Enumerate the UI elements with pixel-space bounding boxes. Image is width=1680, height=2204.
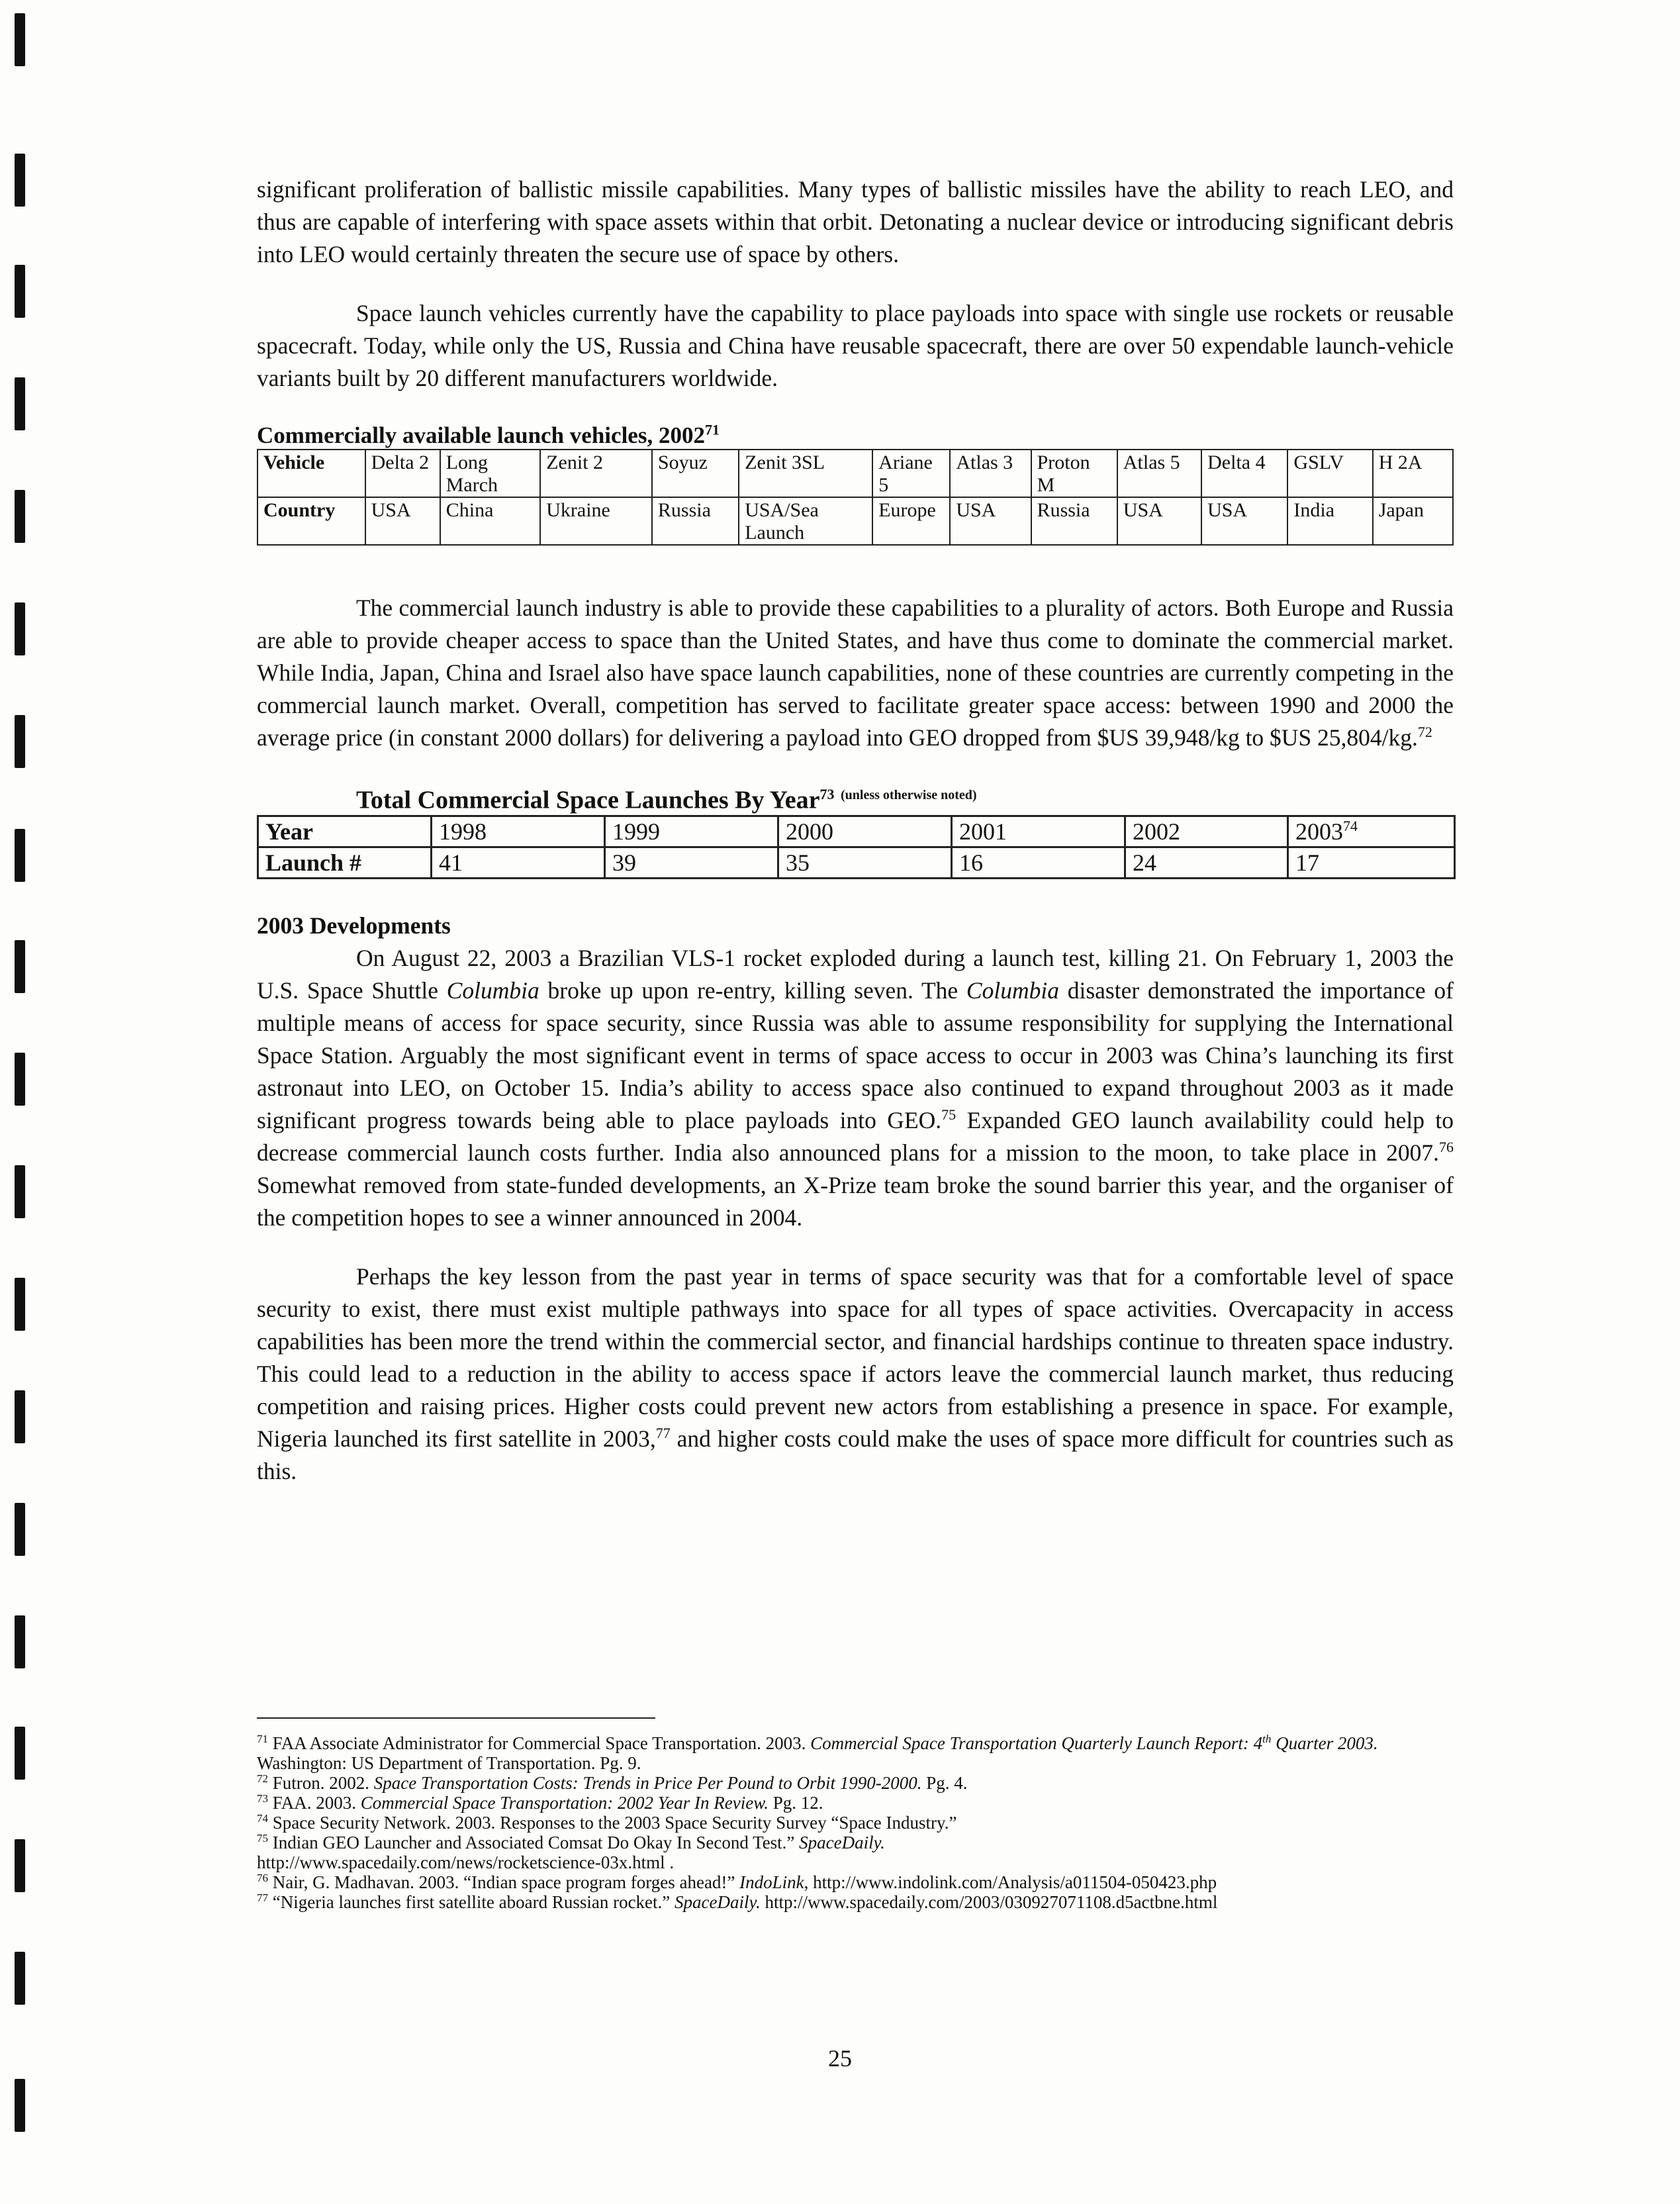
table-cell: 17 <box>1288 847 1455 878</box>
paragraph: significant proliferation of ballistic missile capabilities. Many types of ballistic missiles have the ability to reach LEO, and thus are capable of interfering with space assets within that orbit. Detonating a nuclear device or introducing significant debris into LEO would certainly threaten the secure use of space by others. <box>257 176 1454 267</box>
table-cell: Ariane 5 <box>872 450 950 497</box>
cell-text: 2003 <box>1295 818 1343 845</box>
footnote-ref: 76 <box>1439 1138 1454 1155</box>
footnote-ref: 74 <box>1343 817 1358 834</box>
binder-mark <box>15 490 25 543</box>
binder-mark <box>15 1278 25 1331</box>
footnote-text: Space Security Network. 2003. Responses to the 2003 Space Security Survey “Space Industry.” <box>272 1813 957 1833</box>
paragraph-text: broke up upon re-entry, killing seven. The <box>539 977 966 1004</box>
table-cell: Russia <box>652 497 739 545</box>
binder-mark <box>15 602 25 655</box>
footnote-number: 72 <box>257 1772 268 1785</box>
footnotes <box>257 1733 1454 1912</box>
footnote-title: SpaceDaily. <box>799 1833 885 1852</box>
table-title-text: Commercially available launch vehicles, 2002 <box>257 422 705 448</box>
table-cell: Europe <box>872 497 950 545</box>
footnote <box>257 1793 1454 1813</box>
page-number: 25 <box>828 2045 852 2072</box>
footnote-text: Pg. 4. <box>921 1773 968 1793</box>
table-cell: USA <box>1117 497 1201 545</box>
binder-mark <box>15 940 25 993</box>
footnote-ref: 71 <box>704 421 720 438</box>
table-cell: Zenit 2 <box>540 450 652 497</box>
footnote-title: Space Transportation Costs: Trends in Price Per Pound to Orbit 1990-2000. <box>373 1773 922 1793</box>
binder-mark <box>15 715 25 768</box>
table-cell: Japan <box>1373 497 1453 545</box>
footnote-ref: 73 <box>819 786 835 802</box>
footnote-link[interactable]: , http://www.indolink.com/Analysis/a011504-050423.php <box>804 1872 1217 1892</box>
table-cell: USA <box>365 497 440 545</box>
table-cell: 39 <box>605 847 778 878</box>
paragraph: Space launch vehicles currently have the capability to place payloads into space with single use rockets or reusable spacecraft. Today, while only the US, Russia and China have reusable spacecraft, there are over 50 expendable launch-vehicle variants built by 20 different manufacturers worldwide. <box>257 300 1454 391</box>
section-heading: 2003 Developments <box>257 912 451 939</box>
footnote <box>257 1773 1454 1793</box>
paragraph <box>257 942 1454 1234</box>
footnote-divider <box>257 1717 655 1719</box>
paragraph-text: On August 22, 2003 a Brazilian VLS-1 rocket exploded during a launch test, killing 21. On February 1, 2003 the U.S. Space Shuttle <box>257 944 1454 1004</box>
footnote-text: FAA. 2003. <box>272 1793 361 1813</box>
table-cell: Long March <box>440 450 541 497</box>
table-cell: Proton M <box>1031 450 1117 497</box>
binder-mark <box>15 1727 25 1780</box>
table-cell: USA <box>950 497 1031 545</box>
table-cell: 41 <box>432 847 605 878</box>
footnote-number: 74 <box>257 1812 268 1825</box>
table-cell: GSLV <box>1287 450 1372 497</box>
footnote-ref: 75 <box>941 1106 957 1123</box>
footnote-title: Commercial Space Transportation: 2002 Year In Review. <box>360 1793 769 1813</box>
table-cell: Delta 2 <box>365 450 440 497</box>
row-header: Year <box>258 816 432 847</box>
paragraph-emphasis: Columbia <box>446 977 539 1004</box>
footnote-title: th <box>1262 1733 1272 1745</box>
table-cell: 1998 <box>432 816 605 847</box>
footnote-text: Nair, G. Madhavan. 2003. “Indian space program forges ahead!” <box>272 1872 740 1892</box>
footnote <box>257 1813 1454 1833</box>
table-cell: Atlas 5 <box>1117 450 1201 497</box>
binder-mark <box>15 1053 25 1106</box>
table-cell: USA <box>1201 497 1287 545</box>
binder-mark <box>15 1165 25 1218</box>
footnote-number: 73 <box>257 1792 268 1805</box>
footnote-superscript <box>1262 1733 1271 1745</box>
footnote <box>257 1892 1454 1912</box>
footnote-number: 71 <box>257 1733 268 1745</box>
table-cell: Delta 4 <box>1201 450 1287 497</box>
footnote <box>257 1872 1454 1892</box>
footnote-text: “Nigeria launches first satellite aboard Russian rocket.” <box>272 1892 675 1912</box>
table-cell: 2002 <box>1125 816 1288 847</box>
footnote-title: Commercial Space Transportation Quarterly Launch Report: 4 <box>810 1733 1263 1753</box>
footnote-ref: 77 <box>655 1424 671 1441</box>
binder-mark <box>15 265 25 318</box>
footnote <box>257 1733 1454 1773</box>
row-header: Launch # <box>258 847 432 878</box>
binder-mark <box>15 1839 25 1892</box>
footnote-number: 75 <box>257 1832 268 1845</box>
footnote <box>257 1833 1454 1872</box>
table-row <box>258 847 1455 878</box>
footnote-text: FAA Associate Administrator for Commercial Space Transportation. 2003. <box>272 1733 811 1753</box>
footnote-title: SpaceDaily. <box>675 1892 761 1912</box>
binder-mark <box>15 1503 25 1556</box>
launches-by-year-table <box>257 815 1456 879</box>
footnote-title: IndoLink <box>739 1872 804 1892</box>
page-body <box>257 173 1454 1488</box>
footnote-text: Pg. 12. <box>768 1793 823 1813</box>
footnote-title: Quarter 2003. <box>1271 1733 1378 1753</box>
binder-mark <box>15 154 25 207</box>
paragraph-text: The commercial launch industry is able to provide these capabilities to a plurality of actors. Both Europe and Russia are able to provide cheaper access to space than the United States, and have thus come to dominate the commercial market. While India, Japan, China and Israel also have space launch capabilities, none of these countries are currently competing in the commercial launch market. Overall, competition has served to facilitate greater space access: between 1990 and 2000 the average price (in constant 2000 dollars) for delivering a payload into GEO dropped from $US 39,948/kg to $US 25,804/kg. <box>257 595 1454 751</box>
footnote-number: 77 <box>257 1892 268 1904</box>
table-cell: 2001 <box>952 816 1125 847</box>
table-cell: 16 <box>952 847 1125 878</box>
footnote-link[interactable]: http://www.spacedaily.com/2003/030927071108.d5actbne.html <box>760 1892 1218 1912</box>
table-cell: 24 <box>1125 847 1288 878</box>
table-cell: 1999 <box>605 816 778 847</box>
binder-mark <box>15 1390 25 1443</box>
binder-mark <box>15 1952 25 2005</box>
paragraph-emphasis: Columbia <box>966 977 1059 1004</box>
table-cell: Atlas 3 <box>950 450 1031 497</box>
table-cell: 35 <box>778 847 952 878</box>
table-title-text: Total Commercial Space Launches By Year <box>356 786 820 814</box>
binder-mark <box>15 2079 25 2132</box>
row-header: Vehicle <box>257 450 365 497</box>
binder-mark <box>15 829 25 882</box>
paragraph <box>257 1261 1454 1488</box>
table-cell: H 2A <box>1373 450 1453 497</box>
table-cell: Zenit 3SL <box>739 450 872 497</box>
binder-mark <box>15 13 25 66</box>
table-cell: Soyuz <box>652 450 739 497</box>
table-title-note: (unless otherwise noted) <box>841 788 977 802</box>
table-title <box>257 422 1454 449</box>
paragraph-text: Expanded GEO launch availability could help to decrease commercial launch costs further. India also announced plans for a mission to the moon, to take place in 2007. <box>257 1106 1454 1166</box>
footnote-link[interactable]: http://www.spacedaily.com/news/rocketscience-03x.html . <box>257 1852 675 1872</box>
paragraph-text: disaster demonstrated the importance of multiple means of access for space security, since Russia was able to assume responsibility for supplying the International Space Station. Arguably the most significant event in terms of space access to occur in 2003 was China’s launching its first astronaut into LEO, on October 15. India’s ability to access space also continued to expand throughout 2003 as it made significant progress towards being able to place payloads into GEO. <box>257 977 1454 1133</box>
paragraph-text: Perhaps the key lesson from the past year in terms of space security was that for a comfortable level of space security to exist, there must exist multiple pathways into space for all types of space activities. Overcapacity in access capabilities has been more the trend within the commercial sector, and financial hardships continue to threaten space industry. This could lead to a reduction in the ability to access space if actors leave the commercial launch market, thus reducing competition and raising prices. Higher costs could prevent new actors from establishing a presence in space. For example, Nigeria launched its first satellite in 2003, <box>257 1263 1454 1452</box>
table-cell: Ukraine <box>540 497 652 545</box>
launch-vehicles-table <box>257 449 1454 546</box>
paragraph-text: and higher costs could make the uses of space more difficult for countries such as this. <box>257 1425 1454 1484</box>
footnote-text: Indian GEO Launcher and Associated Comsat Do Okay In Second Test.” <box>272 1833 800 1852</box>
table-cell <box>1288 816 1455 847</box>
footnote-number: 76 <box>257 1872 268 1884</box>
table-row <box>258 816 1455 847</box>
footnote-text: Futron. 2002. <box>272 1773 374 1793</box>
binder-mark <box>15 377 25 430</box>
footnote-ref: 72 <box>1417 724 1432 741</box>
row-header: Country <box>257 497 365 545</box>
table-cell: India <box>1287 497 1372 545</box>
paragraph-text: Somewhat removed from state-funded developments, an X-Prize team broke the sound barrier this year, and the organiser of the competition hopes to see a winner announced in 2004. <box>257 1171 1454 1231</box>
table-row <box>257 497 1453 545</box>
table-title <box>356 781 1454 815</box>
table-row <box>257 450 1453 497</box>
table-cell: Russia <box>1031 497 1117 545</box>
binder-mark <box>15 1615 25 1668</box>
paragraph <box>257 592 1454 754</box>
footnote-text: Washington: US Department of Transportation. Pg. 9. <box>257 1753 641 1773</box>
table-cell: 2000 <box>778 816 952 847</box>
table-cell: USA/Sea Launch <box>739 497 872 545</box>
table-cell: China <box>440 497 541 545</box>
